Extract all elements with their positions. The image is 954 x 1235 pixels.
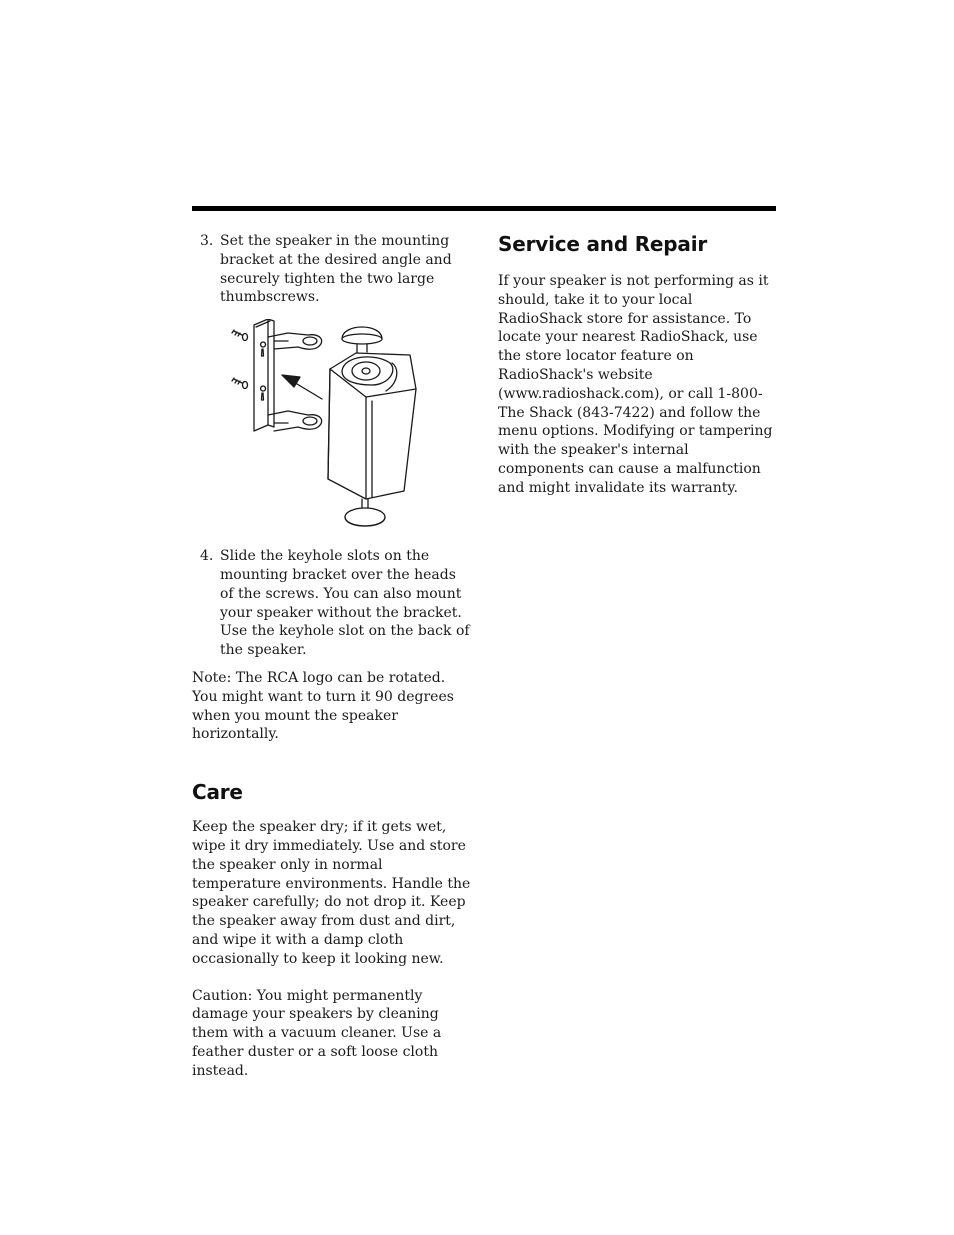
speaker-icon — [328, 353, 416, 499]
screw-icon — [232, 378, 248, 389]
service-heading: Service and Repair — [498, 232, 708, 256]
thumbscrew-knob-icon — [345, 499, 385, 526]
step-number: 4. — [200, 548, 214, 565]
step-text: Set the speaker in the mounting bracket at the desired angle and securely tighten the two large thumbscrews. — [220, 233, 452, 306]
step-text: Slide the keyhole slots on the mounting bracket over the heads of the screws. You can also mount your speaker without the bracket. Use the keyhole slot on the back of the speaker. — [220, 548, 470, 659]
service-paragraph: If your speaker is not performing as it should, take it to your local RadioShack store for assistance. To locate your nearest RadioShack, use the store locator feature on RadioShack's website (www.radioshack.com), or call 1-800-The Shack (843-7422) and follow the menu options. Modifying or tampering with the speaker's internal components can cause a malfunction and might invalidate its warranty. — [498, 273, 773, 496]
care-paragraph: Keep the speaker dry; if it gets wet, wipe it dry immediately. Use and store the speaker only in normal temperature environments. Handle the speaker carefully; do not drop it. Keep the speaker away from dust and dirt, and wipe it with a damp cloth occasionally to keep it looking new. — [192, 819, 471, 967]
header-rule — [192, 206, 776, 211]
caution-paragraph: Caution: You might permanently damage your speakers by cleaning them with a vacuum cleaner. Use a feather duster or a soft loose cloth instead. — [192, 987, 442, 1079]
note-paragraph: Note: The RCA logo can be rotated. You might want to turn it 90 degrees when you mount the speaker horizontally. — [192, 669, 454, 743]
step-number: 3. — [200, 233, 214, 249]
speaker-mounting-bracket-illustration — [226, 319, 462, 535]
arrow-icon — [282, 375, 322, 399]
care-heading: Care — [192, 780, 243, 805]
step-4 — [192, 547, 472, 660]
right-column — [498, 232, 778, 498]
screw-icon — [232, 330, 248, 341]
thumbscrew-knob-icon — [342, 327, 382, 352]
left-column — [192, 232, 472, 1081]
step-3 — [192, 232, 472, 307]
